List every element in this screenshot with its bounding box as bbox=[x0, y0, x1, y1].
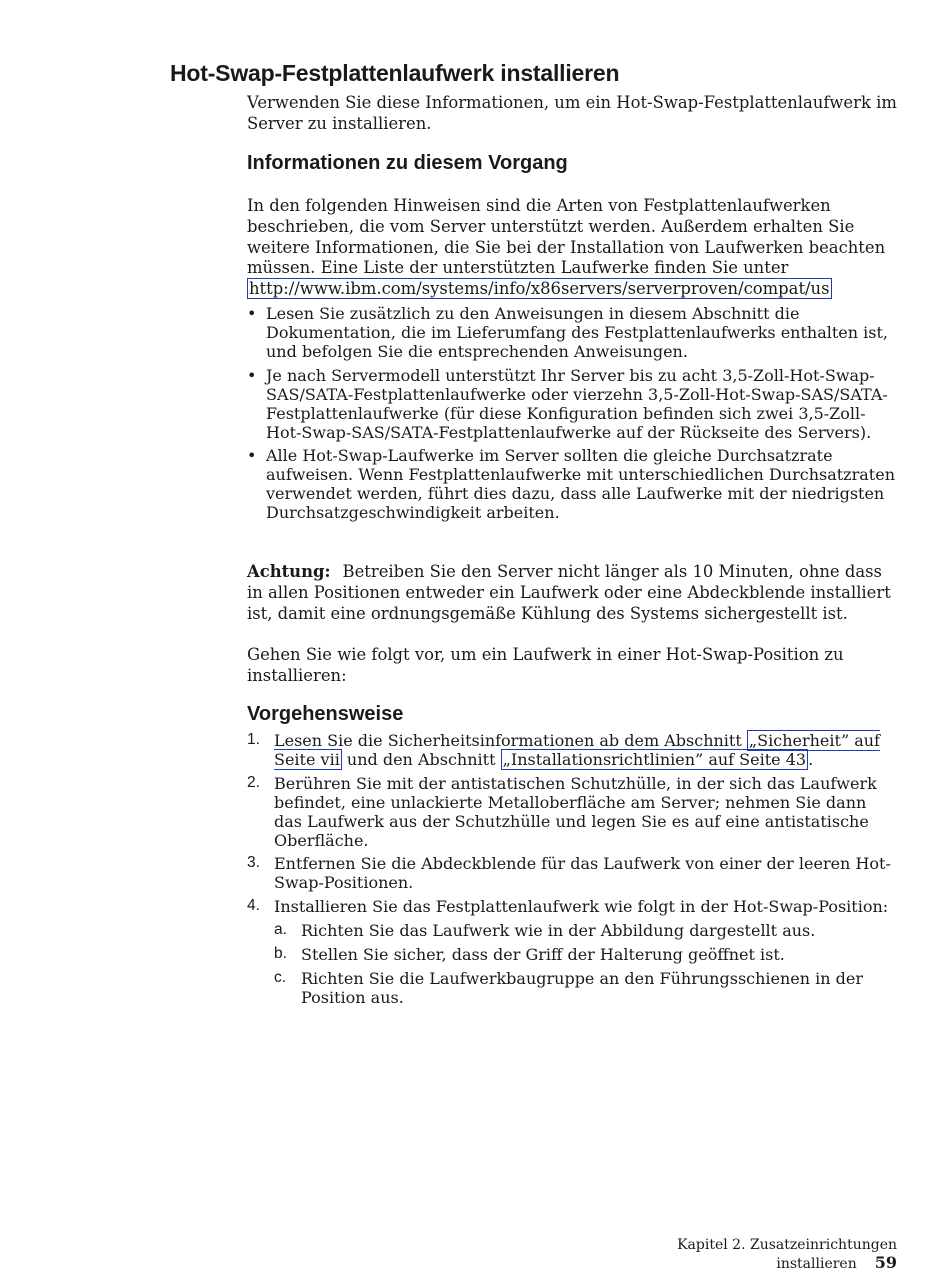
bullet-text: Lesen Sie zusätzlich zu den Anweisungen in diesem Abschnitt die Dokumentation, die im Lieferumfang des Festplattenlaufwerks enthalten ist, und befolgen Sie die entsprechenden Anweisungen. bbox=[266, 304, 888, 361]
step-3 bbox=[247, 854, 897, 892]
step-1 bbox=[247, 731, 897, 769]
step-number: 3. bbox=[247, 854, 260, 871]
step-2 bbox=[247, 774, 897, 850]
step-4-text: Installieren Sie das Festplattenlaufwerk wie folgt in der Hot-Swap-Position: bbox=[274, 896, 889, 916]
substep-text: Richten Sie die Laufwerkbaugruppe an den Führungsschienen in der Position aus. bbox=[301, 968, 864, 1007]
list-item bbox=[247, 446, 897, 522]
attention-text: Betreiben Sie den Server nicht länger als 10 Minuten, ohne dass in allen Positionen entweder ein Laufwerk oder eine Abdeckblende installiert ist, damit eine ordnungsgemäße Kühlung des Systems sichergestellt ist. bbox=[247, 562, 891, 623]
step-number: 1. bbox=[247, 731, 260, 748]
substep-letter: a. bbox=[274, 920, 287, 938]
page-footer bbox=[560, 1237, 897, 1272]
list-item bbox=[247, 366, 897, 442]
substep-letter: c. bbox=[274, 968, 287, 986]
info-text: In den folgenden Hinweisen sind die Arten von Festplattenlaufwerken beschrieben, die vom Server unterstützt werden. Außerdem erhalten Sie weitere Informationen, die Sie bei der Installation von Laufwerken beachten müssen. Eine Liste der unterstützten Laufwerke finden Sie unter bbox=[247, 196, 886, 278]
page-title: Hot-Swap-Festplattenlaufwerk installieren bbox=[170, 60, 620, 86]
step-1-text: Lesen Sie die Sicherheitsinformationen ab dem Abschnitt bbox=[274, 731, 742, 750]
page-number: 59 bbox=[874, 1253, 897, 1272]
procedure-heading: Vorgehensweise bbox=[247, 703, 404, 725]
substep-text: Stellen Sie sicher, dass der Griff der Halterung geöffnet ist. bbox=[301, 944, 785, 964]
safety-link[interactable]: „Sicherheit” auf Seite vii bbox=[274, 731, 880, 769]
step-number: 2. bbox=[247, 773, 260, 791]
substep-a bbox=[274, 921, 897, 940]
substeps bbox=[274, 921, 897, 1007]
substep-text: Richten Sie das Laufwerk wie in der Abbildung dargestellt aus. bbox=[301, 920, 816, 940]
info-heading: Informationen zu diesem Vorgang bbox=[247, 152, 568, 174]
substep-letter: b. bbox=[274, 944, 287, 962]
install-guidelines-link[interactable]: „Installationsrichtlinien” auf Seite 43 bbox=[502, 750, 807, 769]
intro-paragraph: Verwenden Sie diese Informationen, um ein Hot-Swap-Festplattenlaufwerk im Server zu installieren. bbox=[247, 93, 897, 133]
step-4 bbox=[247, 897, 897, 1007]
step-3-text: Entfernen Sie die Abdeckblende für das Laufwerk von einer der leeren Hot-Swap-Positionen. bbox=[274, 854, 891, 892]
attention-notice bbox=[247, 562, 897, 624]
footer-chapter: Kapitel 2. Zusatzeinrichtungen installieren bbox=[677, 1237, 897, 1272]
substep-c bbox=[274, 969, 897, 1007]
bullet-icon: • bbox=[247, 304, 257, 323]
bullet-text: Je nach Servermodell unterstützt Ihr Server bis zu acht 3,5-Zoll-Hot-Swap-SAS/SATA-Festplattenlaufwerke oder vierzehn 3,5-Zoll-Hot-Swap-SAS/SATA-Festplattenlaufwerke (für diese Konfiguration befinden sich zwei 3,5-Zoll-Hot-Swap-SAS/SATA-Festplattenlaufwerke auf der Rückseite des Servers). bbox=[266, 365, 888, 442]
hints-list bbox=[247, 304, 897, 527]
step-1-mid: und den Abschnitt bbox=[346, 750, 496, 769]
attention-label: Achtung: bbox=[247, 562, 331, 581]
substep-b bbox=[274, 945, 897, 964]
bullet-text: Alle Hot-Swap-Laufwerke im Server sollten die gleiche Durchsatzrate aufweisen. Wenn Festplattenlaufwerke mit unterschiedlichen Durchsatzraten verwendet werden, führt dies dazu, dass alle Laufwerke mit der niedrigsten Durchsatzgeschwindigkeit arbeiten. bbox=[266, 446, 895, 522]
info-paragraph bbox=[247, 196, 897, 300]
step-number: 4. bbox=[247, 896, 260, 914]
list-item bbox=[247, 304, 897, 361]
step-2-text: Berühren Sie mit der antistatischen Schutzhülle, in der sich das Laufwerk befindet, eine unlackierte Metalloberfläche am Server; nehmen Sie dann das Laufwerk aus der Schutzhülle und legen Sie es auf eine antistatische Oberfläche. bbox=[274, 773, 877, 850]
bullet-icon: • bbox=[247, 446, 257, 465]
procedure-intro: Gehen Sie wie folgt vor, um ein Laufwerk in einer Hot-Swap-Position zu installieren: bbox=[247, 645, 844, 685]
step-1-end: . bbox=[808, 750, 814, 769]
procedure-steps bbox=[247, 731, 897, 1012]
bullet-icon: • bbox=[247, 365, 257, 385]
ibm-serverproven-link[interactable]: http://www.ibm.com/systems/info/x86servers/serverproven/compat/us bbox=[249, 279, 830, 299]
